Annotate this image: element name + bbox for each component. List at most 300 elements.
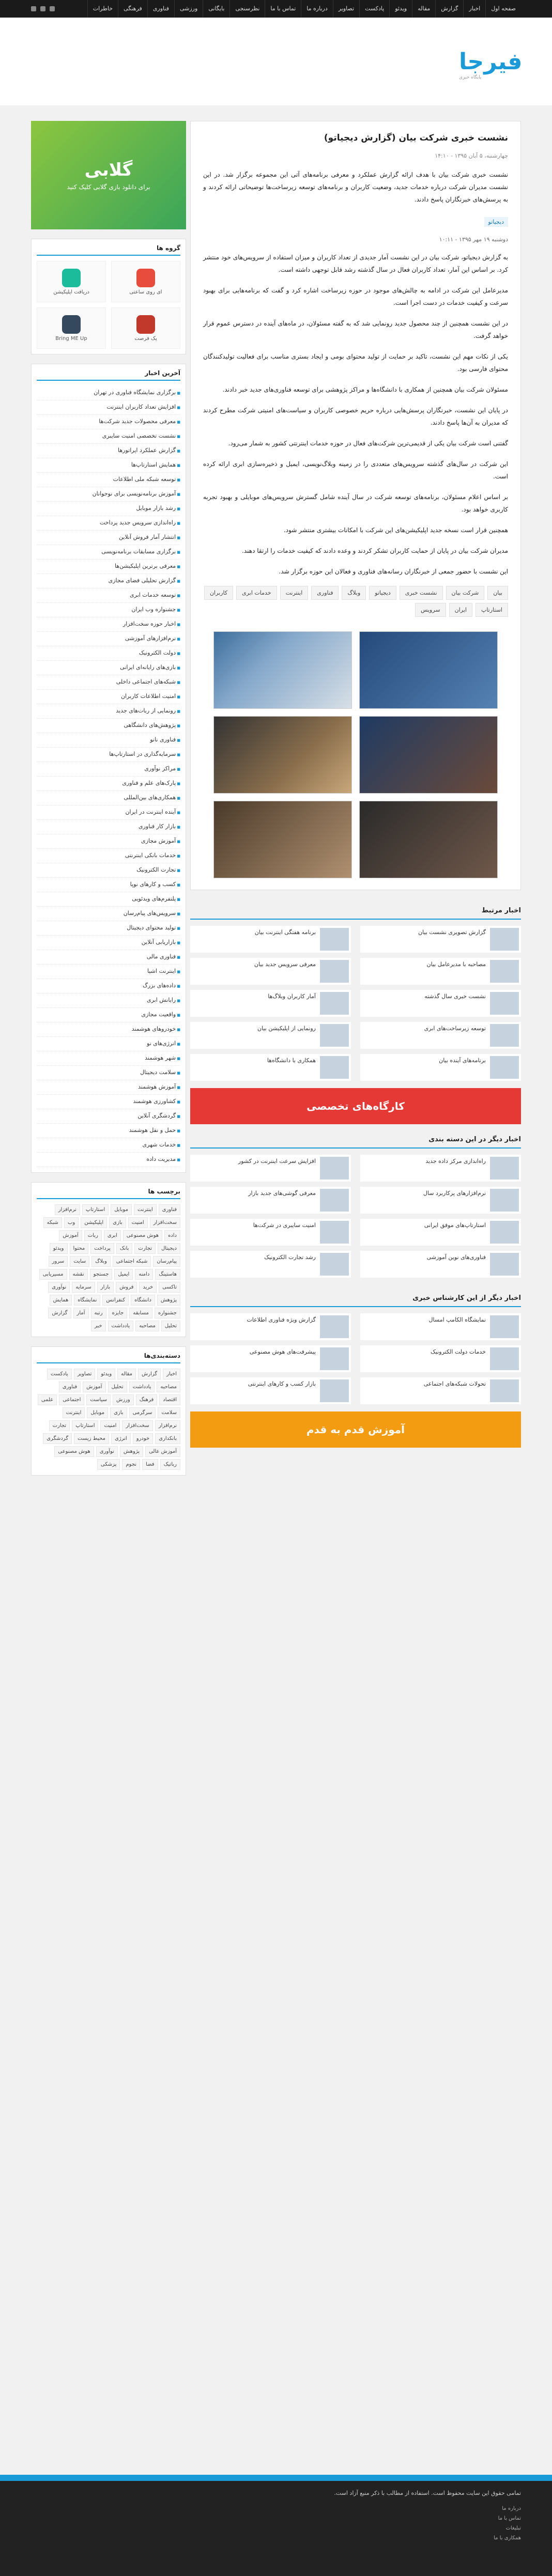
news-item[interactable]: ■ اینترنت اشیا (37, 965, 180, 979)
tag-item[interactable]: پیام‌رسان (153, 1256, 180, 1267)
article-paragraph: مدیرعامل این شرکت در ادامه به چالش‌های موجود در حوزه زیرساخت اشاره کرد و گفت که برنامه‌هایی برای بهبود سرعت و کیفیت خدمات در دست اجرا است. (203, 287, 508, 306)
footer-text: تمامی حقوق این سایت محفوظ است. استفاده از مطالب با ذکر منبع آزاد است. (334, 2490, 521, 2496)
list-item[interactable] (360, 1054, 521, 1081)
article-tag[interactable]: نشست خبری (400, 586, 443, 600)
tag-item[interactable]: مسیریابی (39, 1269, 67, 1280)
news-item[interactable]: ■ امنیت اطلاعات کاربران (37, 690, 180, 704)
footer-link[interactable]: تماس با ما (498, 2516, 521, 2521)
article-paragraph: این شرکت در سال‌های گذشته سرویس‌های متعددی را در زمینه وبلاگ‌نویسی، ایمیل و ذخیره‌سازی ابری ارائه کرده است. (203, 460, 508, 480)
nav-item-8[interactable]: تماس با ما (265, 0, 301, 18)
tag-item[interactable]: بانک (116, 1243, 133, 1254)
article-tag[interactable]: بیان (487, 586, 508, 600)
news-item[interactable]: ■ مراکز نوآوری (37, 762, 180, 777)
ad-subtitle: برای دانلود بازی گلابی کلیک کنید (67, 183, 150, 191)
thumbnail-image (320, 1189, 349, 1212)
article-tag[interactable]: سرویس (415, 603, 446, 617)
article-body (203, 251, 508, 578)
list-item[interactable] (360, 1155, 521, 1182)
tag-item[interactable]: دامنه (135, 1269, 153, 1280)
thumbnail-image (490, 1189, 519, 1212)
tag-item[interactable]: شبکه (43, 1217, 62, 1228)
news-item[interactable]: ■ اخبار حوزه سخت‌افزار (37, 617, 180, 632)
nav-item-9[interactable]: نظرسنجی (229, 0, 265, 18)
nav-item-2[interactable]: گزارش (435, 0, 463, 18)
category-item[interactable]: رباتیک (160, 1459, 180, 1470)
category-item[interactable]: تحلیل (108, 1382, 127, 1392)
list-item[interactable] (360, 1022, 521, 1049)
footer-link[interactable]: درباره ما (502, 2506, 521, 2511)
app-tile[interactable] (111, 261, 180, 302)
article-tag[interactable]: شرکت بیان (446, 586, 485, 600)
footer (0, 2475, 552, 2576)
tag-cloud (37, 1204, 180, 1331)
category-item[interactable]: اجتماعی (59, 1394, 84, 1405)
nav-item-11[interactable]: ورزشی (174, 0, 203, 18)
news-item[interactable]: ■ نرم‌افزارهای آموزشی (37, 632, 180, 646)
app-label: دریافت اپلیکیشن (53, 289, 89, 295)
more-section (190, 1131, 521, 1278)
tag-item[interactable]: تحلیل (161, 1321, 180, 1331)
tag-item[interactable]: جایزه (109, 1308, 128, 1318)
tag-item[interactable]: استارتاپ (82, 1204, 109, 1215)
thumbnail-image (490, 1347, 519, 1370)
app-icon (62, 315, 81, 334)
apps-grid (37, 261, 180, 349)
article-tag[interactable]: فناوری (311, 586, 339, 600)
footer-accent (0, 2475, 552, 2481)
list-item-title: نرم‌افزارهای پرکاربرد سال (423, 1190, 486, 1197)
category-item[interactable]: سخت‌افزار (122, 1420, 152, 1431)
list-item-title: خدمات دولت الکترونیک (431, 1348, 486, 1355)
news-list (37, 386, 180, 1167)
news-item[interactable]: ■ معرفی برترین اپلیکیشن‌ها (37, 560, 180, 574)
news-item[interactable]: ■ سرویس‌های پیام‌رسان (37, 907, 180, 921)
tag-item[interactable]: جشنواره (155, 1308, 180, 1318)
category-item[interactable]: ویدئو (97, 1369, 115, 1379)
app-icon (136, 315, 155, 334)
banner-1-text: کارگاه‌های تخصصی (306, 1100, 405, 1112)
source-tag[interactable]: دیجیاتو (484, 217, 508, 227)
site-header (0, 18, 552, 105)
tag-item[interactable]: ایمیل (114, 1269, 133, 1280)
tag-item[interactable]: محتوا (70, 1243, 89, 1254)
news-item[interactable]: ■ فناوری مالی (37, 950, 180, 965)
news-item[interactable]: ■ نشست تخصصی امنیت سایبری (37, 429, 180, 444)
news-item[interactable]: ■ آموزش هوشمند (37, 1080, 180, 1095)
photo[interactable] (359, 631, 498, 709)
list-item[interactable] (360, 958, 521, 985)
category-item[interactable]: اینترنت (63, 1407, 85, 1418)
list-item[interactable] (360, 1377, 521, 1404)
tag-item[interactable]: پرداخت (90, 1243, 114, 1254)
category-item[interactable]: گردشگری (43, 1433, 72, 1444)
photo[interactable] (213, 801, 352, 878)
nav-item-4[interactable]: ویدئو (389, 0, 412, 18)
tag-item[interactable]: اینترنت (134, 1204, 157, 1215)
app-tile[interactable] (111, 307, 180, 349)
footer-link[interactable]: همکاری با ما (494, 2535, 521, 2541)
list-item-title: فناوری‌های نوین آموزشی (426, 1254, 486, 1261)
article-tag[interactable]: خدمات ابری (236, 586, 277, 600)
thumbnail-image (490, 1157, 519, 1180)
news-item[interactable]: ■ پارک‌های علم و فناوری (37, 777, 180, 791)
news-item[interactable]: ■ انرژی‌های نو (37, 1037, 180, 1051)
nav-item-7[interactable]: درباره ما (301, 0, 332, 18)
list-item-title: توسعه زیرساخت‌های ابری (424, 1025, 486, 1032)
tag-item[interactable]: تاکسی (159, 1282, 180, 1293)
news-item[interactable]: ■ انتشار آمار فروش آنلاین (37, 531, 180, 545)
thumbnail-image (320, 1157, 349, 1180)
site-logo[interactable] (459, 49, 521, 85)
tag-item[interactable]: نمایشگاه (74, 1295, 100, 1306)
game-ad[interactable] (31, 121, 186, 229)
news-box (31, 364, 186, 1173)
tag-item[interactable]: ویدئو (50, 1243, 68, 1254)
news-item[interactable]: ■ بازاریابی آنلاین (37, 936, 180, 950)
tag-item[interactable]: شبکه اجتماعی (113, 1256, 151, 1267)
thumbnail-image (320, 1379, 349, 1402)
list-item[interactable] (190, 1155, 351, 1182)
related-section (190, 903, 521, 1081)
category-item[interactable]: یادداشت (129, 1382, 155, 1392)
category-item[interactable]: گزارش (138, 1369, 161, 1379)
category-item[interactable]: سلامت (158, 1407, 180, 1418)
social-links (31, 6, 55, 11)
news-item[interactable]: ■ بازار کار فناوری (37, 820, 180, 834)
rss-icon[interactable] (50, 6, 55, 11)
category-item[interactable]: فضا (142, 1459, 158, 1470)
news-item[interactable]: ■ رایانش ابری (37, 994, 180, 1008)
related-heading: اخبار مرتبط (190, 903, 521, 920)
list-item[interactable] (190, 1219, 351, 1246)
list-item-title: افزایش سرعت اینترنت در کشور (238, 1158, 316, 1165)
category-item[interactable]: نجوم (122, 1459, 140, 1470)
tag-item[interactable]: یادداشت (108, 1321, 134, 1331)
banner-2[interactable] (190, 1411, 521, 1448)
list-item[interactable] (360, 1251, 521, 1278)
list-item[interactable] (360, 1187, 521, 1214)
tag-item[interactable]: دیجیتال (158, 1243, 180, 1254)
nav-item-10[interactable]: بایگانی (203, 0, 229, 18)
category-item[interactable]: انرژی (111, 1433, 131, 1444)
list-item-title: معرفی گوشی‌های جدید بازار (248, 1190, 316, 1197)
thumbnail-image (320, 1056, 349, 1079)
news-item[interactable]: ■ بازی‌های رایانه‌ای ایرانی (37, 661, 180, 675)
tag-item[interactable]: هاستینگ (155, 1269, 180, 1280)
thumbnail-image (490, 1379, 519, 1402)
side-column (31, 121, 186, 1485)
news-item[interactable]: ■ دولت الکترونیک (37, 646, 180, 661)
article-paragraph: در این نشست همچنین از چند محصول جدید رونمایی شد که به گفته مسئولان، در ماه‌های آینده در دسترس عموم قرار خواهد گرفت. (203, 320, 508, 339)
tag-item[interactable]: وب (64, 1217, 79, 1228)
tag-item[interactable]: ابری (104, 1230, 121, 1241)
nav-item-3[interactable]: مقاله (412, 0, 435, 18)
article-paragraph: این نشست با حضور جمعی از خبرنگاران رسانه‌های فناوری و فعالان این حوزه برگزار شد. (279, 568, 508, 575)
tag-item[interactable]: نرم‌افزار (55, 1204, 80, 1215)
tag-item[interactable]: نوآوری (48, 1282, 70, 1293)
news-item[interactable]: ■ راه‌اندازی سرویس جدید پرداخت (37, 516, 180, 531)
news-item[interactable]: ■ داده‌های بزرگ (37, 979, 180, 994)
category-item[interactable]: نرم‌افزار (155, 1420, 180, 1431)
news-item[interactable]: ■ برگزاری نمایشگاه فناوری در تهران (37, 386, 180, 400)
tag-item[interactable]: تجارت (134, 1243, 156, 1254)
list-item[interactable] (190, 990, 351, 1017)
tag-item[interactable]: ربات (84, 1230, 102, 1241)
news-item[interactable]: ■ تجارت الکترونیک (37, 863, 180, 878)
category-item[interactable]: تجارت (49, 1420, 70, 1431)
tag-item[interactable]: دانشگاه (131, 1295, 155, 1306)
category-item[interactable]: سرگرمی (129, 1407, 156, 1418)
site-name: فیرجا (459, 49, 523, 75)
nav-item-5[interactable]: پادکست (359, 0, 389, 18)
tag-item[interactable]: آمار (73, 1308, 89, 1318)
list-item[interactable] (190, 1054, 351, 1081)
photo[interactable] (213, 716, 352, 794)
tag-item[interactable]: گزارش (48, 1308, 71, 1318)
news-item[interactable]: ■ حمل و نقل هوشمند (37, 1124, 180, 1138)
nav-item-6[interactable]: تصاویر (333, 0, 359, 18)
list-item-title: گزارش تصویری نشست بیان (418, 929, 486, 936)
tag-item[interactable]: فناوری (159, 1204, 180, 1215)
category-item[interactable]: پزشکی (97, 1459, 120, 1470)
thumbnail-image (320, 960, 349, 983)
article-tag[interactable]: دیجیاتو (369, 586, 396, 600)
news-item[interactable]: ■ رشد بازار موبایل (37, 502, 180, 516)
article-tag[interactable]: وبلاگ (342, 586, 366, 600)
category-item[interactable]: هوش مصنوعی (54, 1446, 94, 1457)
category-item[interactable]: نوآوری (96, 1446, 118, 1457)
list-item[interactable] (360, 1313, 521, 1340)
footer-link[interactable]: تبلیغات (505, 2525, 521, 2531)
news-item[interactable]: ■ رونمایی از ربات‌های جدید (37, 704, 180, 719)
list-item[interactable] (190, 958, 351, 985)
news-item[interactable]: ■ همایش استارتاپ‌ها (37, 458, 180, 473)
news-item[interactable]: ■ خودروهای هوشمند (37, 1022, 180, 1037)
photo[interactable] (213, 631, 352, 709)
news-item[interactable]: ■ آینده اینترنت در ایران (37, 805, 180, 820)
nav-item-1[interactable]: اخبار (463, 0, 485, 18)
category-item[interactable]: اقتصاد (159, 1394, 180, 1405)
thumbnail-image (490, 1056, 519, 1079)
news-item[interactable]: ■ سلامت دیجیتال (37, 1066, 180, 1080)
category-item[interactable]: پژوهش (120, 1446, 143, 1457)
category-item[interactable]: تصاویر (74, 1369, 96, 1379)
list-item-title: رونمایی از اپلیکیشن بیان (257, 1025, 316, 1032)
tag-item[interactable]: وبلاگ (91, 1256, 111, 1267)
main-column (190, 121, 521, 1455)
tag-item[interactable]: نقشه (69, 1269, 88, 1280)
article-tag[interactable]: کاربران (204, 586, 233, 600)
cat-cloud (37, 1369, 180, 1470)
tag-item[interactable]: کنفرانس (102, 1295, 129, 1306)
category-item[interactable]: مقاله (117, 1369, 136, 1379)
tag-item[interactable]: همایش (50, 1295, 72, 1306)
category-item[interactable]: فناوری (59, 1382, 81, 1392)
news-item[interactable]: ■ گردشگری آنلاین (37, 1109, 180, 1124)
article-summary: نشست خبری شرکت بیان با هدف ارائه گزارش عملکرد و معرفی برنامه‌های آتی این مجموعه برگزار شد. در این نشست مدیران شرکت درباره خدمات جدید، وضعیت کاربران و برنامه‌های توسعه زیرساخت‌ها توضیحاتی ارائه کردند و به پرسش‌های خبرنگاران پاسخ دادند. (203, 171, 508, 203)
news-item[interactable]: ■ شهر هوشمند (37, 1051, 180, 1066)
list-item-title: امنیت سایبری در شرکت‌ها (253, 1222, 316, 1229)
thumbnail-image (320, 1253, 349, 1276)
news-item[interactable]: ■ کسب و کارهای نوپا (37, 878, 180, 892)
tag-item[interactable]: فروش (116, 1282, 137, 1293)
tag-item[interactable]: سخت‌افزار (150, 1217, 180, 1228)
news-item[interactable]: ■ معرفی محصولات جدید شرکت‌ها (37, 415, 180, 429)
tag-item[interactable]: رتبه (91, 1308, 106, 1318)
tag-item[interactable]: مصاحبه (135, 1321, 159, 1331)
article-tags (203, 586, 508, 617)
news-item[interactable]: ■ واقعیت مجازی (37, 1008, 180, 1022)
tag-item[interactable]: مسابقه (129, 1308, 152, 1318)
thumbnail-image (490, 1024, 519, 1047)
list-item[interactable] (190, 1377, 351, 1404)
article-paragraph: مسئولان شرکت بیان همچنین از همکاری با دانشگاه‌ها و مراکز پژوهشی برای توسعه فناوری‌های جدید خبر دادند. (222, 386, 508, 393)
list-item[interactable] (190, 1251, 351, 1278)
tag-item[interactable]: بازی (109, 1217, 126, 1228)
category-item[interactable]: آموزش عالی (145, 1446, 180, 1457)
news-item[interactable]: ■ توسعه شبکه ملی اطلاعات (37, 473, 180, 487)
category-item[interactable]: موبایل (87, 1407, 108, 1418)
list-item[interactable] (360, 926, 521, 953)
more-grid (190, 1155, 521, 1278)
tag-item[interactable]: امنیت (128, 1217, 148, 1228)
app-icon (136, 269, 155, 287)
article-paragraph: به گزارش دیجیاتو، شرکت بیان در این نشست آمار جدیدی از تعداد کاربران و میزان استفاده از سرویس‌های خود منتشر کرد. بر اساس این آمار، تعداد کاربران فعال در سال گذشته رشد قابل توجهی داشته است. (203, 254, 508, 273)
latest-section (190, 1290, 521, 1404)
list-item[interactable] (190, 1345, 351, 1372)
news-item[interactable]: ■ سرمایه‌گذاری در استارتاپ‌ها (37, 748, 180, 762)
thumbnail-image (320, 928, 349, 951)
tag-item[interactable]: بازار (97, 1282, 114, 1293)
news-item[interactable]: ■ کشاورزی هوشمند (37, 1095, 180, 1109)
category-item[interactable]: علمی (38, 1394, 57, 1405)
category-item[interactable]: سیاست (86, 1394, 111, 1405)
related-grid (190, 926, 521, 1081)
news-item[interactable]: ■ مدیریت داده (37, 1153, 180, 1167)
article-tag[interactable]: ایران (449, 603, 472, 617)
nav-item-13[interactable]: فرهنگی (118, 0, 147, 18)
article-paragraph: مدیران شرکت بیان در پایان از حمایت کاربران تشکر کردند و وعده دادند که کیفیت خدمات را ارتقا دهند. (242, 547, 508, 554)
article-paragraph: گفتنی است شرکت بیان یکی از قدیمی‌ترین شرکت‌های فعال در حوزه خدمات اینترنتی کشور به شمار می‌رود. (228, 440, 508, 447)
photo[interactable] (359, 716, 498, 794)
list-item[interactable] (360, 1345, 521, 1372)
article (190, 121, 521, 890)
category-item[interactable]: آموزش (83, 1382, 105, 1392)
list-item-title: تحولات شبکه‌های اجتماعی (423, 1380, 486, 1387)
news-item[interactable]: ■ خدمات شهری (37, 1138, 180, 1153)
list-item-title: آمار کاربران وبلاگ‌ها (268, 993, 316, 1000)
nav-item-14[interactable]: خاطرات (87, 0, 118, 18)
tag-item[interactable]: پژوهش (157, 1295, 180, 1306)
list-item[interactable] (190, 1187, 351, 1214)
latest-heading: اخبار دیگر از این کارشناس خبری (190, 1290, 521, 1307)
list-item-title: معرفی سرویس جدید بیان (254, 961, 316, 968)
nav-item-12[interactable]: فناوری (147, 0, 174, 18)
site-tagline: پایگاه خبری (459, 75, 482, 80)
news-item[interactable]: ■ توسعه خدمات ابری (37, 588, 180, 603)
article-paragraph: یکی از نکات مهم این نشست، تاکید بر حمایت از تولید محتوای بومی و ایجاد بستری مناسب برای فعالیت تولیدکنندگان محتوای فارسی بود. (203, 353, 508, 373)
thumbnail-image (490, 1221, 519, 1244)
news-item[interactable]: ■ گزارش تحلیلی فضای مجازی (37, 574, 180, 588)
news-item[interactable]: ■ همکاری‌های بین‌المللی (37, 791, 180, 805)
list-item[interactable] (190, 926, 351, 953)
tag-item[interactable]: سایت (70, 1256, 89, 1267)
list-item-title: پیشرفت‌های هوش مصنوعی (249, 1348, 316, 1355)
news-item[interactable]: ■ افزایش تعداد کاربران اینترنت (37, 400, 180, 415)
news-item[interactable]: ■ آموزش مجازی (37, 834, 180, 849)
category-item[interactable]: بانکداری (155, 1433, 180, 1444)
banner-1[interactable] (190, 1088, 521, 1124)
news-item[interactable]: ■ گزارش عملکرد اپراتورها (37, 444, 180, 458)
tag-item[interactable]: آموزش (59, 1230, 82, 1241)
tag-item[interactable]: خبر (91, 1321, 106, 1331)
tag-item[interactable]: موبایل (111, 1204, 132, 1215)
news-item[interactable]: ■ پلتفرم‌های ویدئویی (37, 892, 180, 907)
category-item[interactable]: بازی (110, 1407, 127, 1418)
category-item[interactable]: امنیت (100, 1420, 120, 1431)
news-item[interactable]: ■ جشنواره وب ایران (37, 603, 180, 617)
tag-item[interactable]: سرور (49, 1256, 68, 1267)
app-tile[interactable] (37, 261, 106, 302)
news-item[interactable]: ■ فناوری نانو (37, 733, 180, 748)
thumbnail-image (490, 928, 519, 951)
thumbnail-image (490, 1315, 519, 1338)
photo[interactable] (359, 801, 498, 878)
apps-heading: گروه ها (37, 244, 180, 256)
app-tile[interactable] (37, 307, 106, 349)
latest-grid (190, 1313, 521, 1404)
news-item[interactable]: ■ شبکه‌های اجتماعی داخلی (37, 675, 180, 690)
twitter-icon[interactable] (40, 6, 45, 11)
list-item-title: گزارش ویژه فناوری اطلاعات (247, 1316, 316, 1323)
facebook-icon[interactable] (31, 6, 36, 11)
news-item[interactable]: ■ خدمات بانکی اینترنتی (37, 849, 180, 863)
category-item[interactable]: فرهنگ (136, 1394, 158, 1405)
category-item[interactable]: مصاحبه (157, 1382, 180, 1392)
list-item[interactable] (360, 1219, 521, 1246)
list-item-title: مصاحبه با مدیرعامل بیان (426, 961, 486, 968)
list-item-title: برنامه‌های آینده بیان (439, 1057, 486, 1064)
category-item[interactable]: استارتاپ (72, 1420, 98, 1431)
list-item[interactable] (190, 1313, 351, 1340)
article-tag[interactable]: استارتاپ (476, 603, 508, 617)
news-item[interactable]: ■ آموزش برنامه‌نویسی برای نوجوانان (37, 487, 180, 502)
article-tag[interactable]: اینترنت (280, 586, 309, 600)
news-item[interactable]: ■ تولید محتوای دیجیتال (37, 921, 180, 936)
app-icon (62, 269, 81, 287)
category-item[interactable]: ورزش (113, 1394, 134, 1405)
article-date: دوشنبه ۱۹ مهر ۱۳۹۵ - ۱۰:۱۱ (439, 236, 508, 243)
category-item[interactable]: پادکست (47, 1369, 72, 1379)
tags-heading: برچسب ها (37, 1188, 180, 1199)
news-item[interactable]: ■ پژوهش‌های دانشگاهی (37, 719, 180, 733)
tag-item[interactable]: جستجو (90, 1269, 113, 1280)
tag-item[interactable]: اپلیکیشن (81, 1217, 107, 1228)
nav-item-0[interactable]: صفحه اول (485, 0, 521, 18)
footer-links (0, 2506, 552, 2541)
category-item[interactable]: اخبار (163, 1369, 180, 1379)
category-item[interactable]: خودرو (133, 1433, 153, 1444)
tag-item[interactable]: سرمایه (72, 1282, 95, 1293)
news-item[interactable]: ■ برگزاری مسابقات برنامه‌نویسی (37, 545, 180, 560)
tag-item[interactable]: هوش مصنوعی (123, 1230, 162, 1241)
tag-item[interactable]: خرید (139, 1282, 157, 1293)
news-heading: آخرین اخبار (37, 369, 180, 381)
category-item[interactable]: محیط زیست (74, 1433, 109, 1444)
list-item[interactable] (190, 1022, 351, 1049)
list-item[interactable] (360, 990, 521, 1017)
tag-item[interactable]: داده (164, 1230, 180, 1241)
